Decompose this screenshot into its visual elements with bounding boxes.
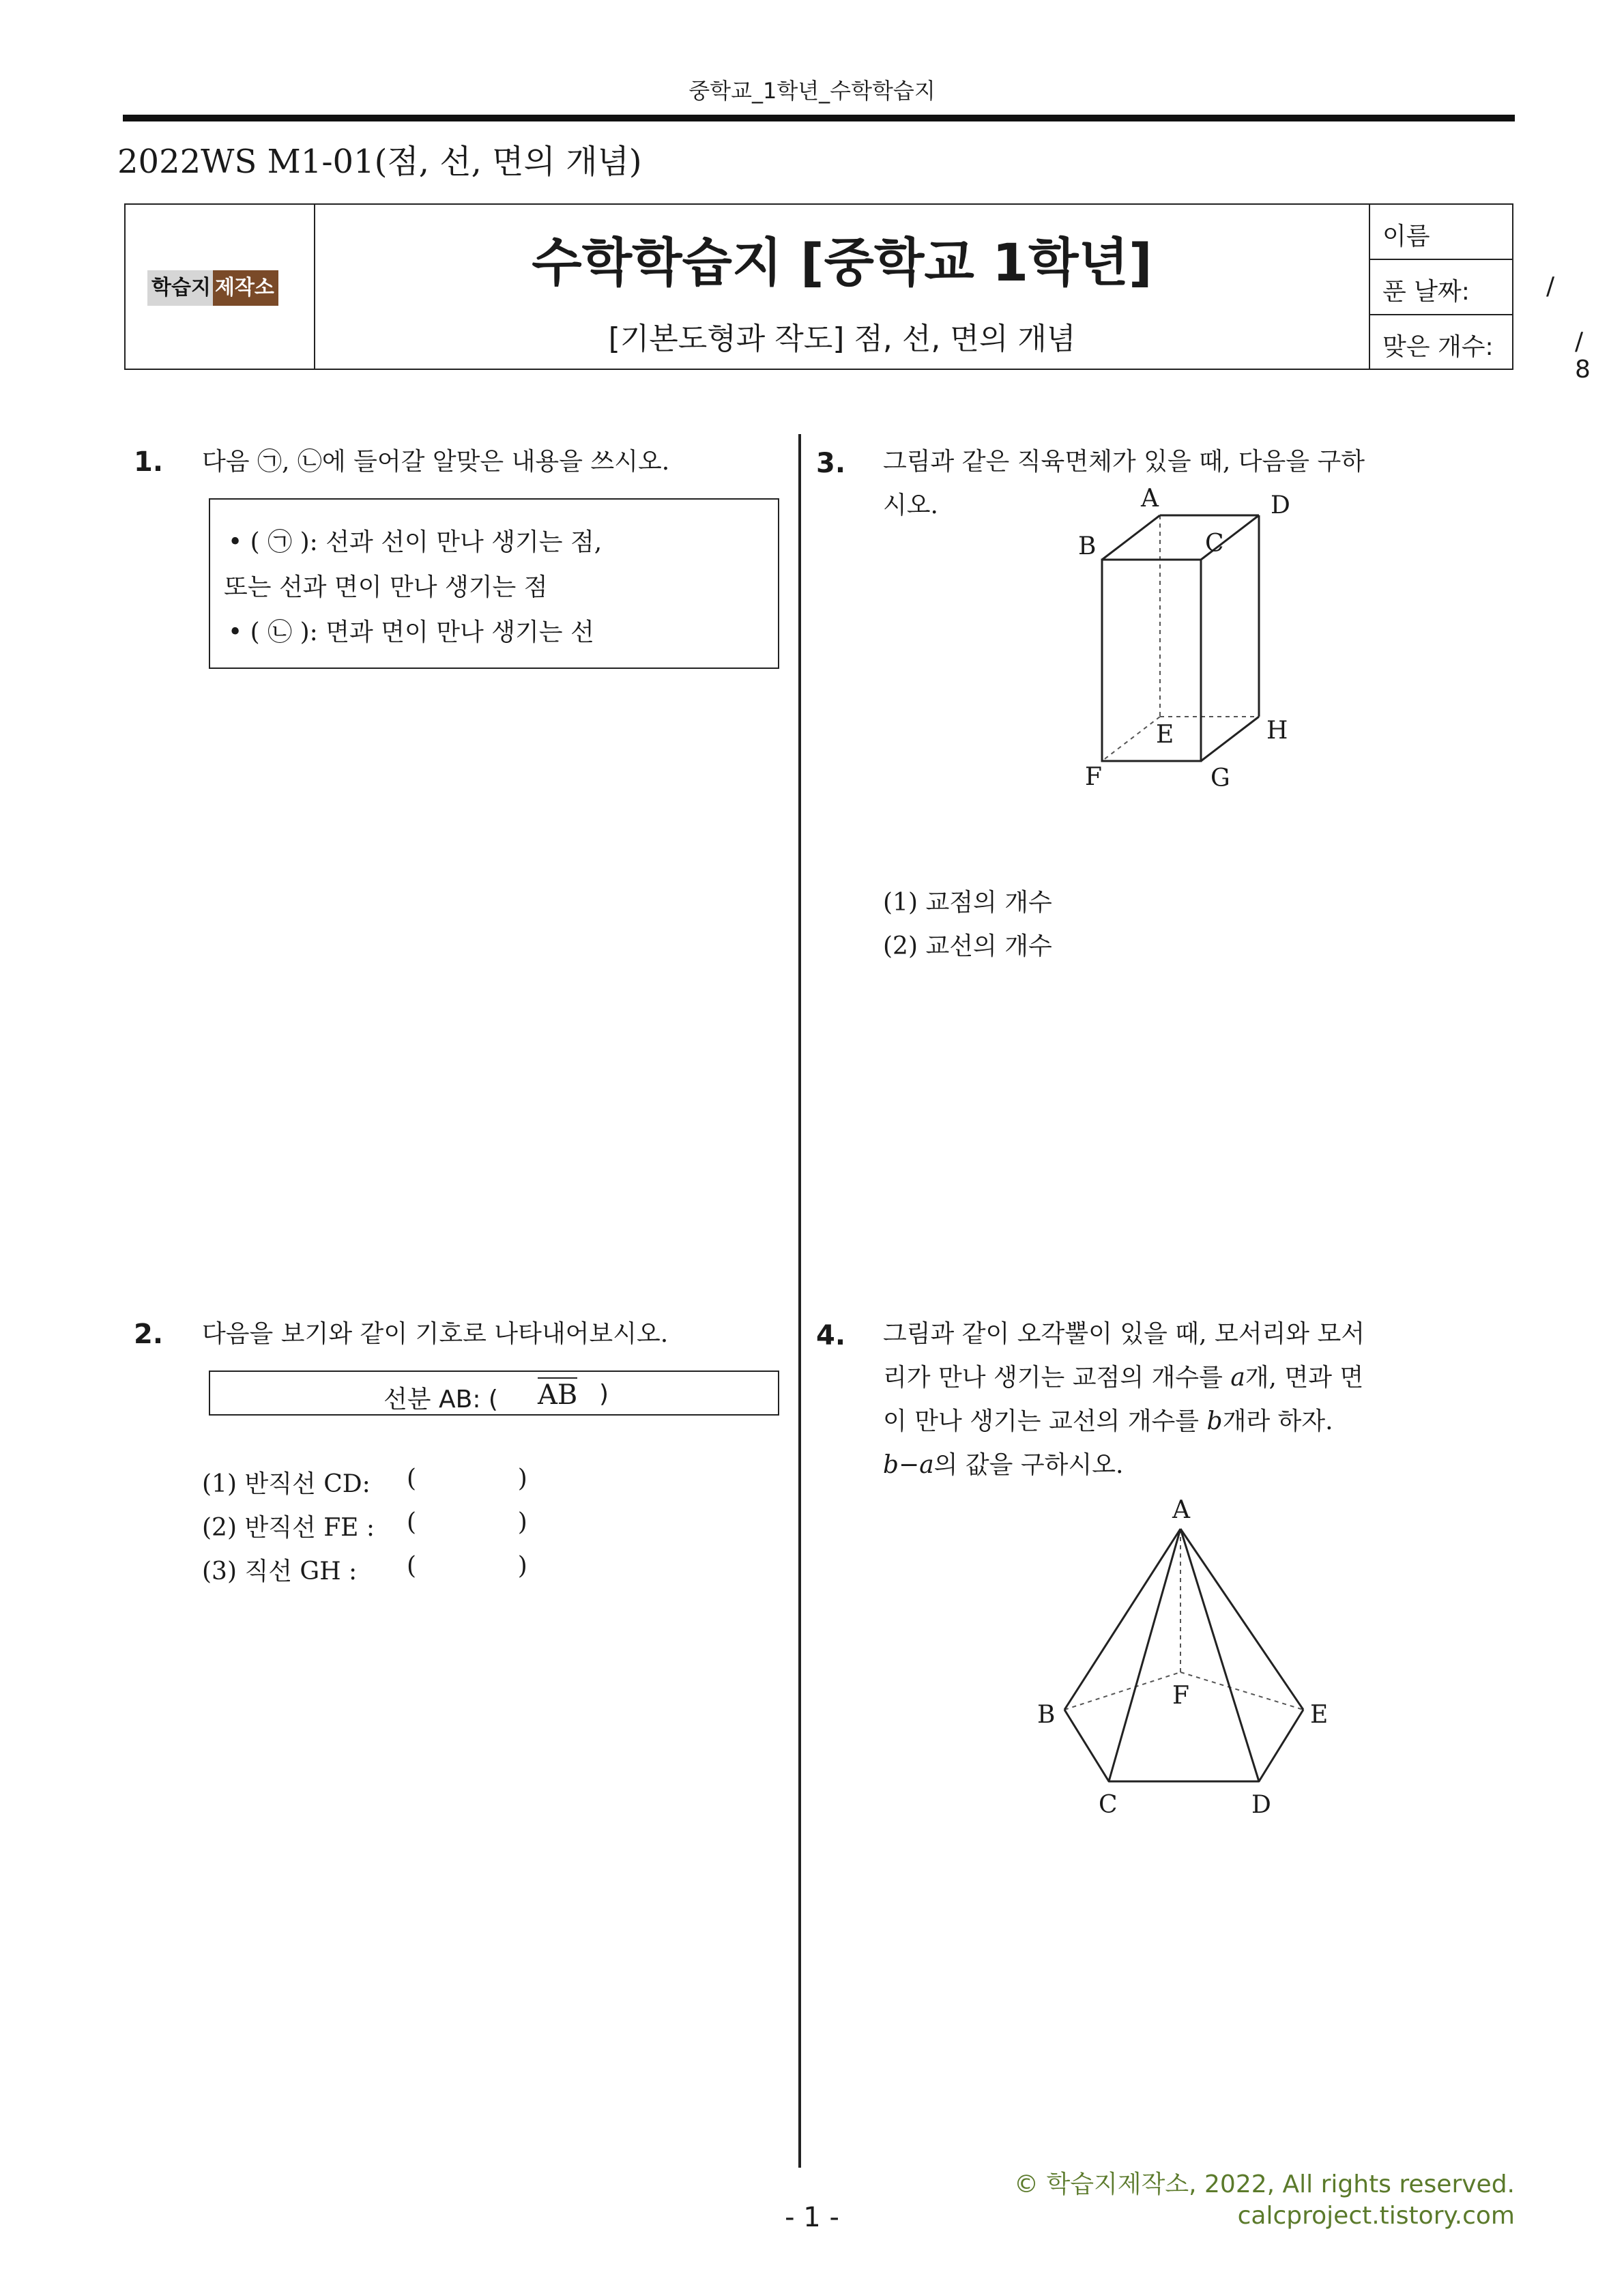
q2-item-2-label: (2) 반직선 FE :	[202, 1514, 375, 1542]
q4-line1: 그림과 같이 오각뿔이 있을 때, 모서리와 모서	[883, 1320, 1365, 1348]
q4-visible-edges	[1064, 1529, 1303, 1781]
q2-item-3-label: (3) 직선 GH :	[202, 1558, 358, 1585]
document-code: 2022WS M1-01(점, 선, 면의 개념)	[117, 143, 642, 181]
title-cell	[315, 205, 1370, 369]
footer-copyright: © 학습지제작소, 2022, All rights reserved.	[1014, 2170, 1515, 2198]
q3-vertex-G: G	[1210, 764, 1230, 792]
q3-vertex-F: F	[1085, 763, 1102, 791]
q4-number: 4.	[816, 1320, 846, 1351]
q1-number: 1.	[134, 446, 164, 478]
q4-line2	[883, 1358, 1363, 1393]
q2-example-prefix: 선분 AB: (	[383, 1386, 498, 1414]
page-number: - 1 -	[785, 2202, 839, 2233]
correct-value: / 8	[1575, 328, 1591, 384]
q4-line3	[883, 1402, 1333, 1437]
q4-vertex-D: D	[1251, 1791, 1271, 1819]
correct-count-field[interactable]	[1370, 315, 1591, 384]
q4-line4	[883, 1446, 1123, 1480]
q4-vertex-F: F	[1172, 1682, 1189, 1710]
q2-example-suffix: )	[599, 1380, 609, 1408]
date-label: 푼 날짜:	[1382, 278, 1470, 306]
q4-line3-post: 개라 하자.	[1222, 1407, 1333, 1435]
q4-vertex-A: A	[1172, 1496, 1190, 1524]
q3-hidden-edges	[1102, 515, 1259, 761]
q4-line3-pre: 이 만나 생기는 교선의 개수를	[883, 1407, 1207, 1435]
name-field[interactable]	[1370, 205, 1512, 260]
main-title: 수학학습지 [중학교 1학년]	[532, 232, 1152, 293]
footer-url[interactable]: calcproject.tistory.com	[1237, 2202, 1515, 2230]
q4-line4-post: 의 값을 구하시오.	[933, 1451, 1124, 1479]
q2-example-symbol: AB	[538, 1377, 577, 1410]
q2-item-1-answer[interactable]: ( )	[407, 1465, 527, 1493]
q1-definition-box	[209, 498, 779, 669]
q1-box-line2: 또는 선과 면이 만나 생기는 점	[224, 573, 548, 601]
q3-vertex-E: E	[1156, 721, 1174, 749]
q2-item-1-label: (1) 반직선 CD:	[202, 1470, 371, 1498]
q2-text: 다음을 보기와 같이 기호로 나타내어보시오.	[202, 1320, 669, 1348]
q4-expression: b−a	[883, 1451, 934, 1479]
logo-text-part2: 제작소	[213, 270, 278, 306]
q3-number: 3.	[816, 448, 846, 479]
q2-item-1	[202, 1465, 527, 1499]
logo-cell	[126, 205, 315, 369]
q2-item-3-answer[interactable]: ( )	[407, 1552, 527, 1580]
q4-line2-post: 개, 면과 면	[1245, 1364, 1364, 1392]
q2-number: 2.	[134, 1319, 164, 1350]
q3-cuboid-figure	[1064, 478, 1324, 805]
q2-item-3	[202, 1552, 527, 1587]
date-value: /	[1546, 272, 1555, 300]
q3-vertex-D: D	[1271, 491, 1290, 519]
q4-line2-pre: 리가 만나 생기는 교점의 개수를	[883, 1364, 1231, 1392]
q3-visible-edges	[1102, 515, 1259, 761]
q4-var-a: a	[1230, 1364, 1245, 1392]
q4-var-b: b	[1206, 1407, 1223, 1435]
info-cell	[1370, 205, 1591, 384]
q3-text-line1: 그림과 같은 직육면체가 있을 때, 다음을 구하	[883, 448, 1365, 476]
q3-sub2: (2) 교선의 개수	[883, 932, 1052, 960]
q3-text-line2: 시오.	[883, 491, 938, 519]
sub-title: [기본도형과 작도] 점, 선, 면의 개념	[608, 321, 1076, 356]
correct-label: 맞은 개수:	[1382, 333, 1494, 361]
q4-vertex-E: E	[1310, 1701, 1329, 1729]
q4-vertex-B: B	[1037, 1701, 1056, 1729]
date-field[interactable]	[1370, 260, 1555, 315]
q4-pyramid-figure	[1024, 1488, 1365, 1829]
q1-box-line1: • ( ㉠ ): 선과 선이 만나 생기는 점,	[228, 528, 603, 556]
top-rule	[123, 115, 1515, 121]
q2-example-box	[209, 1371, 779, 1416]
q3-vertex-H: H	[1266, 717, 1288, 745]
q3-vertex-A: A	[1141, 485, 1159, 513]
q4-vertex-C: C	[1099, 1791, 1118, 1819]
q3-vertex-B: B	[1078, 532, 1097, 560]
column-divider	[798, 434, 801, 2168]
title-box	[124, 203, 1591, 384]
running-header: 중학교_1학년_수학학습지	[688, 78, 936, 104]
q2-item-2-answer[interactable]: ( )	[407, 1508, 527, 1536]
q3-vertex-C: C	[1205, 530, 1224, 558]
logo-text-part1: 학습지	[147, 270, 213, 306]
q1-text: 다음 ㉠, ㉡에 들어갈 알맞은 내용을 쓰시오.	[202, 448, 670, 476]
q1-box-line3: • ( ㉡ ): 면과 면이 만나 생기는 선	[228, 618, 594, 646]
logo	[147, 270, 278, 306]
q3-sub1: (1) 교점의 개수	[883, 889, 1052, 917]
q2-item-2	[202, 1508, 527, 1543]
name-label: 이름	[1382, 223, 1430, 250]
